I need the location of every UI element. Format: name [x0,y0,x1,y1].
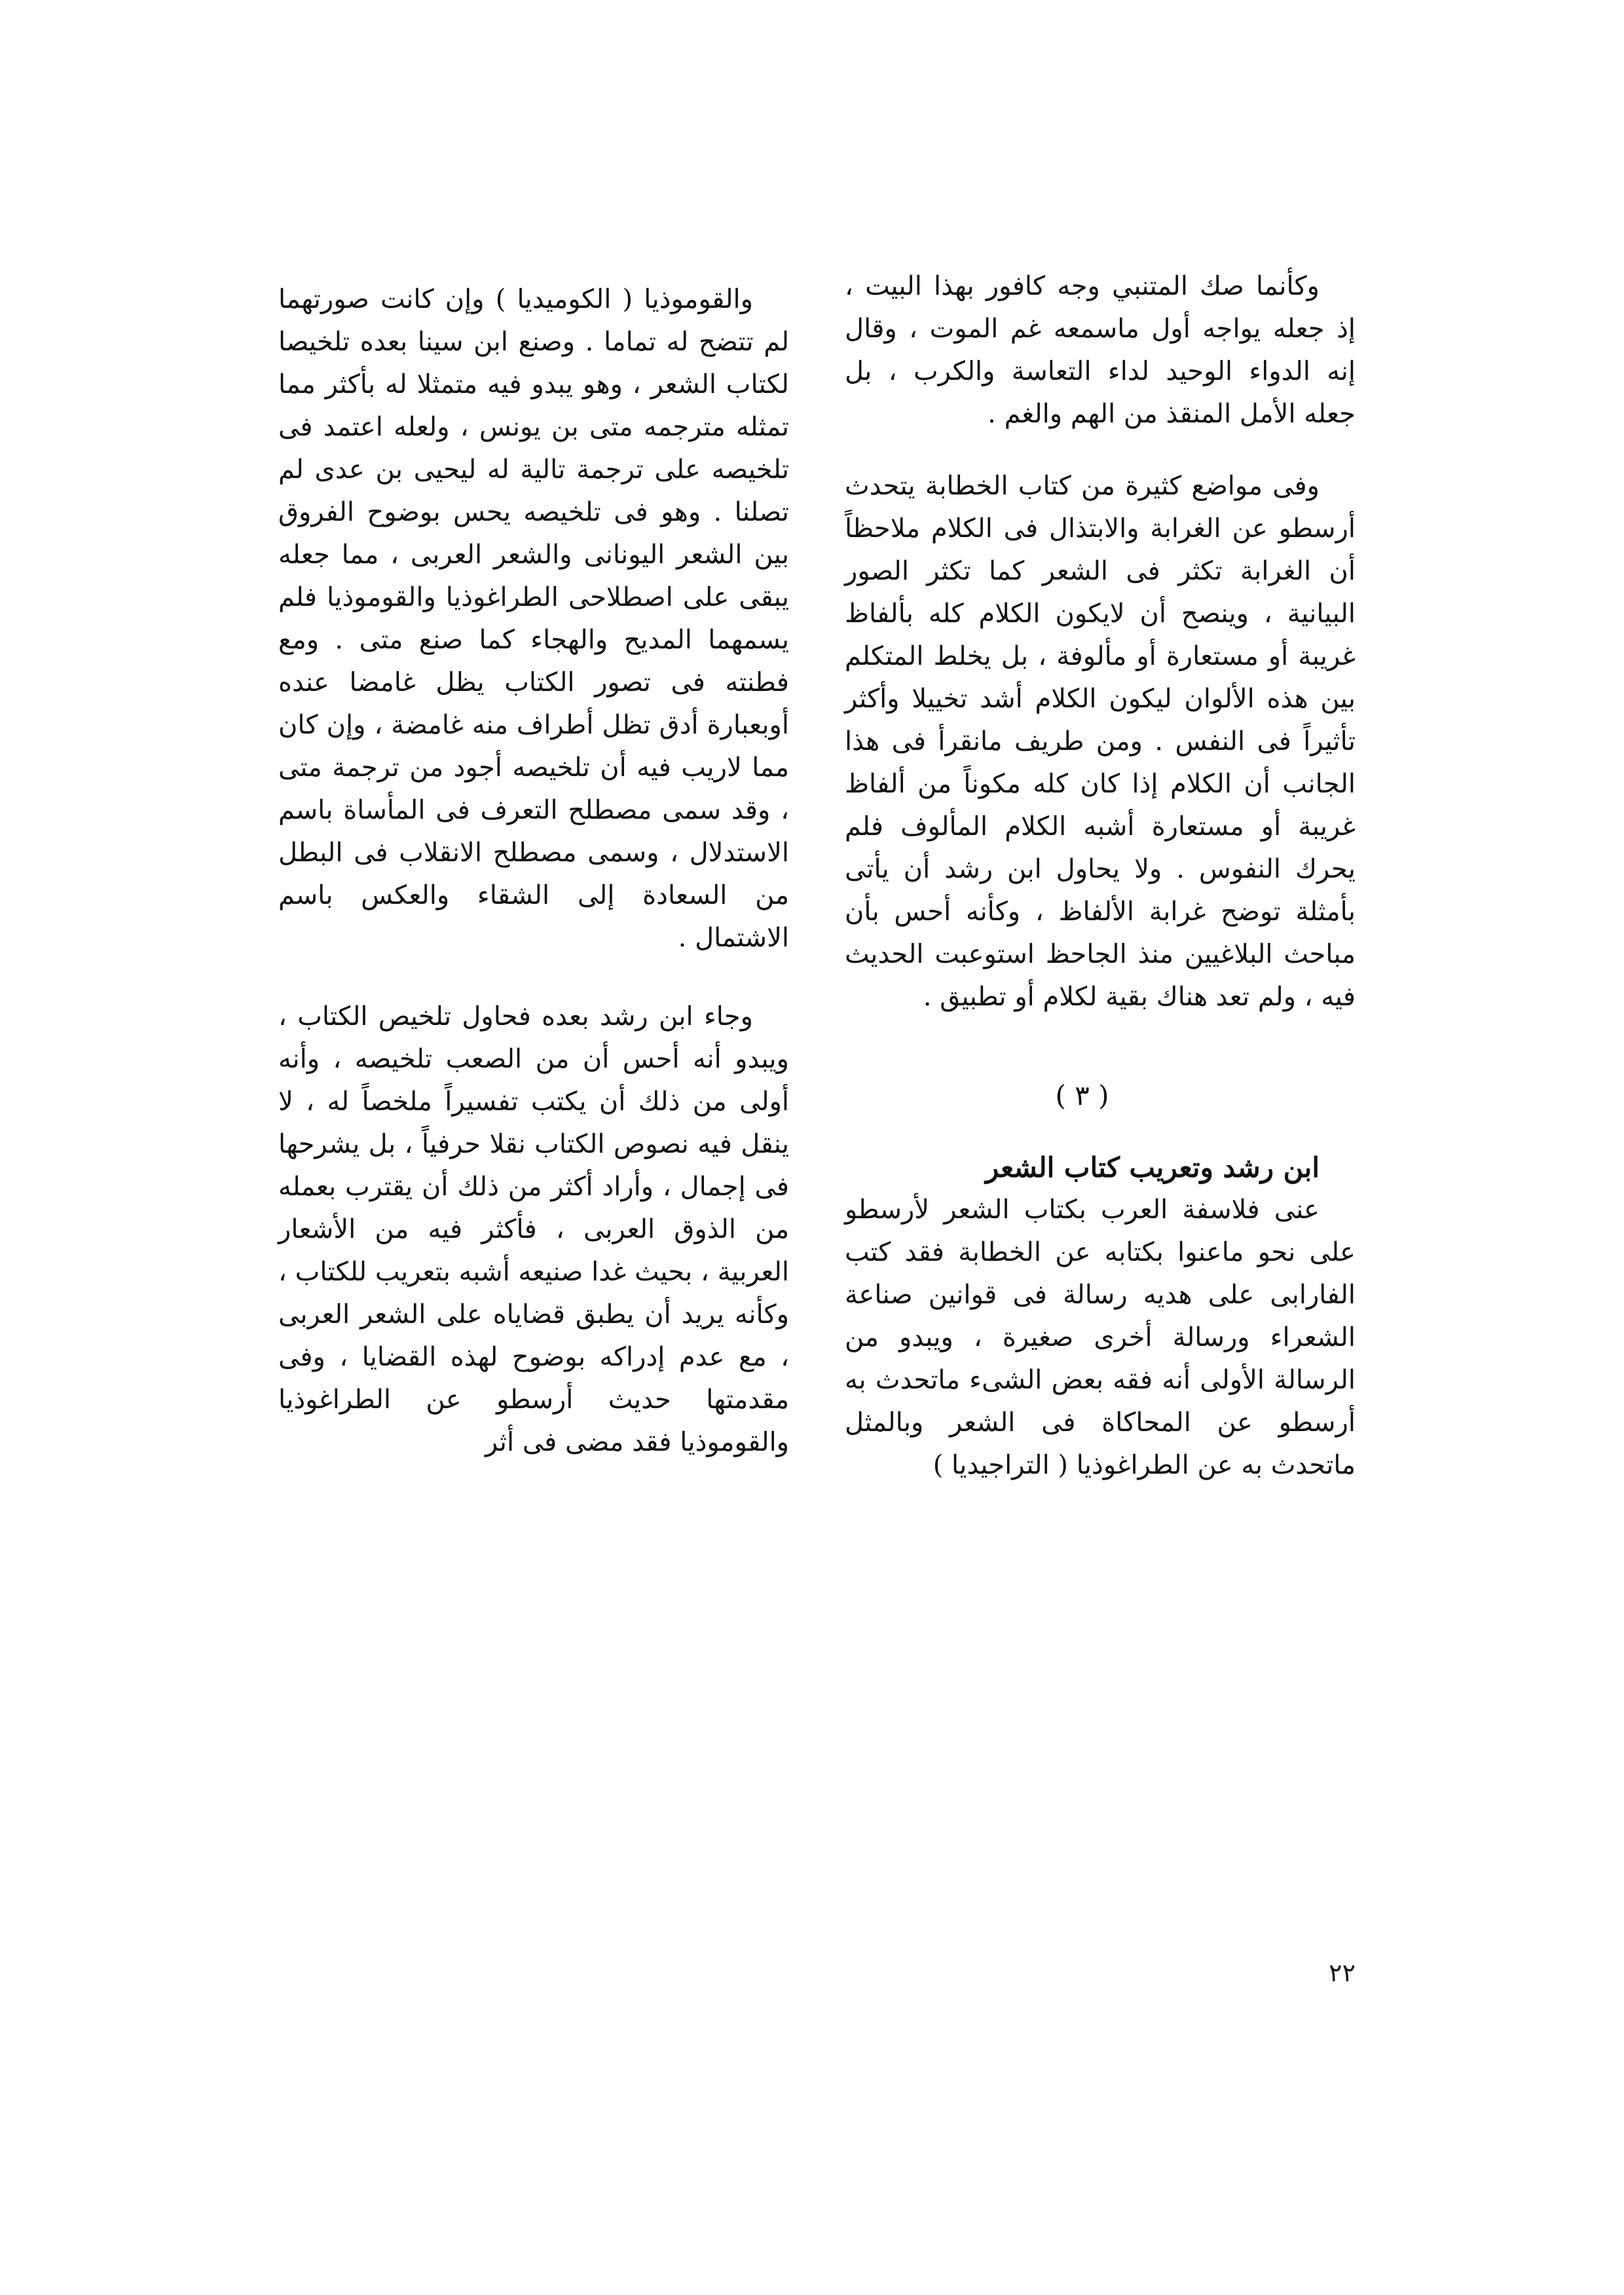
right-paragraph-3: عنى فلاسفة العرب بكتاب الشعر لأرسطو على نحو ماعنوا بكتابه عن الخطابة فقد كتب الفارابى على هديه رسالة فى قوانين صناعة الشعراء ورسالة أخرى صغيرة ، ويبدو من الرسالة الأولى أنه فقه بعض الشىء ماتحدث به أرسطو عن المحاكاة فى الشعر وبالمثل ماتحدث به عن الطراغوذيا ( التراجيديا ) [845,1195,1356,1480]
left-paragraph-1: والقوموذيا ( الكوميديا ) وإن كانت صورتهما لم تتضح له تماما . وصنع ابن سينا بعده تلخيصا لكتاب الشعر ، وهو يبدو فيه متمثلا له بأكثر مما تمثله مترجمه متى بن يونس ، ولعله اعتمد فى تلخيصه على ترجمة تالية له ليحيى بن عدى لم تصلنا . وهو فى تلخيصه يحس بوضوح الفروق بين الشعر اليونانى والشعر العربى ، مما جعله يبقى على اصطلاحى الطراغوذيا والقوموذيا فلم يسمهما المديح والهجاء كما صنع متى . ومع فطنته فى تصور الكتاب يظل غامضا عنده أوبعبارة أدق تظل أطراف منه غامضة ، وإن كان مما لاريب فيه أن تلخيصه أجود من ترجمة متى ، وقد سمى مصطلح التعرف فى المأساة باسم الاستدلال ، وسمى مصطلح الانقلاب فى البطل من السعادة إلى الشقاء والعكس باسم الاشتمال . [278,284,789,953]
section-number: ( ٣ ) [1055,1079,1109,1111]
left-column [278,278,789,1464]
page-number: ٢٢ [1329,1958,1356,1987]
right-paragraph-2: وفى مواضع كثيرة من كتاب الخطابة يتحدث أرسطو عن الغرابة والابتذال فى الكلام ملاحظاً أن الغرابة تكثر فى الشعر كما تكثر الصور البيانية ، وينصح أن لايكون الكلام كله بألفاظ غريبة أو مستعارة أو مألوفة ، بل يخلط المتكلم بين هذه الألوان ليكون الكلام أشد تخييلا وأكثر تأثيراً فى النفس . ومن طريف مانقرأ فى هذا الجانب أن الكلام إذا كان كله مكوناً من ألفاظ غريبة أو مستعارة أشبه الكلام المألوف فلم يحرك النفوس . ولا يحاول ابن رشد أن يأتى بأمثلة توضح غرابة الألفاظ ، وكأنه أحس بأن مباحث البلاغيين منذ الجاحظ استوعبت الحديث فيه ، ولم تعد هناك بقية لكلام أو تطبيق . [845,471,1356,1012]
left-paragraph-2: وجاء ابن رشد بعده فحاول تلخيص الكتاب ، ويبدو أنه أحس أن من الصعب تلخيصه ، وأنه أولى من ذلك أن يكتب تفسيراً ملخصاً له ، لا ينقل فيه نصوص الكتاب نقلا حرفياً ، بل يشرحها فى إجمال ، وأراد أكثر من ذلك أن يقترب بعمله من الذوق العربى ، فأكثر فيه من الأشعار العربية ، بحيث غدا صنيعه أشبه بتعريب للكتاب ، وكأنه يريد أن يطبق قضاياه على الشعر العربى ، مع عدم إدراكه بوضوح لهذه القضايا ، وفى مقدمتها حديث أرسطو عن الطراغوذيا والقوموذيا فقد مضى فى أثر [278,1001,789,1457]
section-heading: ابن رشد وتعريب كتاب الشعر [985,1151,1320,1184]
right-paragraph-1: وكأنما صك المتنبي وجه كافور بهذا البيت ، إذ جعله يواجه أول ماسمعه غم الموت ، وقال إنه الدواء الوحيد لداء التعاسة والكرب ، بل جعله الأمل المنقذ من الهم والغم . [845,271,1356,429]
right-column [845,265,1356,1487]
